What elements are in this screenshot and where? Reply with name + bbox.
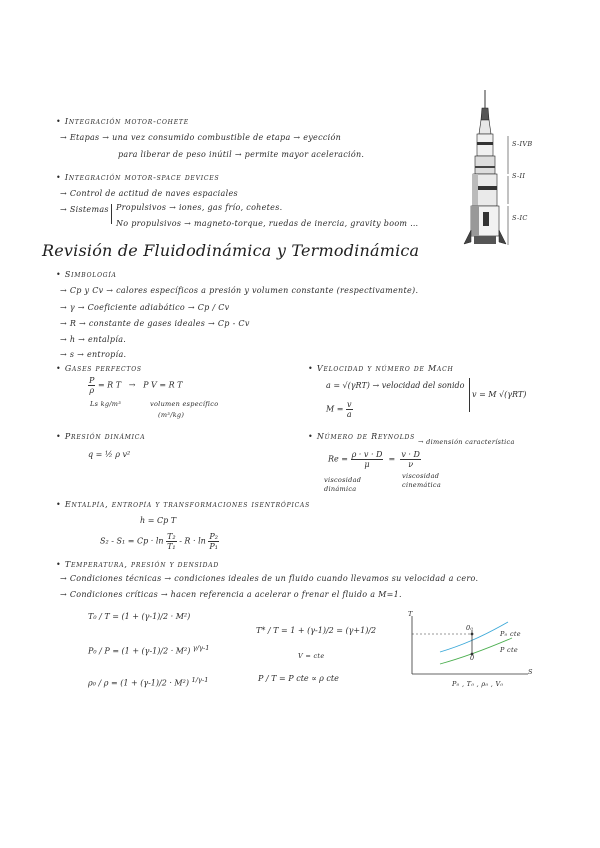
simbologia-title: • Simbología <box>56 270 117 279</box>
sound-speed-eq: a = √(γRT) → velocidad del sonido <box>326 381 465 390</box>
mach-brace <box>465 378 470 412</box>
mach-eq <box>326 400 353 419</box>
simbologia-item: → Cp y Cv → calores específicos a presión y volumen constante (respectivamente). <box>60 286 419 295</box>
simbologia-item: → s → entropía. <box>60 350 127 359</box>
simbologia-item: → h → entalpía. <box>60 335 127 344</box>
saturn-rocket-illustration <box>458 90 538 250</box>
entropia-eq <box>100 532 219 551</box>
entropia-p-den: P₁ <box>209 542 218 551</box>
gases-perfectos-title: • Gases perfectos <box>56 364 142 373</box>
gases-units: Ls kg/m³ <box>90 400 122 408</box>
sistemas-line: → Sistemas <box>60 205 109 214</box>
gases-volumen-label: volumen específico <box>150 400 219 408</box>
simbologia-item: → R → constante de gases ideales → Cp - Cv <box>60 319 250 328</box>
reynolds-den1: μ <box>364 460 370 469</box>
entropia-eq-lhs: S₂ - S₁ = Cp · ln <box>100 536 164 546</box>
rocket-stage-label-2: S-II <box>512 172 526 180</box>
mach-den: a <box>346 410 352 419</box>
ts-point-top-label: 0₀ <box>466 624 474 632</box>
viscosidad-cinematica-label: viscosidad cinemática <box>402 472 441 489</box>
section-title-motor-cohete: • Integración motor-cohete <box>56 117 189 126</box>
presion-dinamica-eq: q = ½ ρ v² <box>88 450 131 459</box>
presion-dinamica-title: • Presión dinámica <box>56 432 146 441</box>
entropia-eq-mid: - R · ln <box>179 536 206 546</box>
velocity-result-eq: v = M √(γRT) <box>472 390 527 399</box>
propulsivos-line: Propulsivos → iones, gas frío, cohetes. <box>116 203 283 212</box>
pres-ratio-eq <box>88 644 210 656</box>
dens-ratio-eq <box>88 676 208 688</box>
ts-x-axis-label: S <box>528 668 533 676</box>
v-cte-label: V = cte <box>298 652 325 660</box>
no-propulsivos-line: No propulsivos → magneto-torque, ruedas de inercia, gravity boom … <box>116 219 419 228</box>
reynolds-lhs: Re = <box>328 454 349 464</box>
reynolds-eq: Re = $\frac{\rho \cdot v \cdot D}{\mu}$ = $\frac{v \cdot D}{\nu}$ <box>328 450 420 469</box>
temperatura-title: • Temperatura, presión y densidad <box>56 560 219 569</box>
entropia-t-num: T₂ <box>167 532 176 541</box>
gases-eq2: P V = R T <box>143 380 183 390</box>
velocidad-mach-title: • Velocidad y número de Mach <box>308 364 454 373</box>
ts-label-p: P cte <box>500 646 519 654</box>
entalpia-title: • Entalpía, entropía y transformaciones isentrópicas <box>56 500 311 509</box>
gases-frac-num: P <box>89 376 95 385</box>
reynolds-den2: ν <box>408 460 414 469</box>
rho-cte-eq: P / T = P cte ∝ ρ cte <box>258 674 339 683</box>
temp-ratio-rhs: = (1 + (γ-1)/2 · M²) <box>112 612 191 621</box>
reynolds-num2: v · D <box>401 450 420 459</box>
temp-ratio-eq <box>88 612 190 621</box>
condiciones-criticas-line: → Condiciones críticas → hacen referencia a acelerar o frenar el fluido a M=1. <box>60 590 402 599</box>
pres-ratio-lhs: P₀ / P <box>88 646 110 656</box>
gases-eq1-arrow: → <box>128 380 136 390</box>
rocket-stage-label-3: S-IC <box>512 214 528 222</box>
etapas-line: → Etapas → una vez consumido combustible de etapa → eyección <box>60 133 342 142</box>
etapas-line-2: para liberar de peso inútil → permite mayor aceleración. <box>118 150 365 159</box>
entropia-p-num: P₂ <box>209 532 218 541</box>
control-actitud-line: → Control de actitud de naves espaciales <box>60 189 238 198</box>
sistemas-brace <box>111 204 112 224</box>
dens-ratio-rhs: = (1 + (γ-1)/2 · M²) <box>110 678 189 688</box>
ts-label-p0: P₀ cte <box>500 630 521 638</box>
pres-ratio-exponent: γ/γ-1 <box>192 644 210 652</box>
reynolds-num1: ρ · v · D <box>351 450 383 459</box>
rocket-stage-label-1: S-IVB <box>512 140 533 148</box>
ts-curve-p0 <box>440 622 508 652</box>
gases-volumen-units: (m³/kg) <box>158 411 185 419</box>
entalpia-eq: h = Cp T <box>140 516 177 525</box>
mach-num: v <box>346 400 352 409</box>
reynolds-title: • Número de Reynolds <box>308 432 415 441</box>
gases-eq1 <box>88 376 182 395</box>
reynolds-dim-label: → dimensión característica <box>418 438 515 446</box>
ts-footer: P₀ , T₀ , ρ₀ , V₀ <box>452 680 504 688</box>
gases-frac-den: ρ <box>89 386 95 395</box>
ts-point-bottom-label: 0 <box>470 654 475 662</box>
ts-point-top <box>471 633 474 636</box>
entropia-t-den: T₁ <box>167 542 176 551</box>
critical-temp-eq: T* / T = 1 + (γ-1)/2 = (γ+1)/2 <box>256 626 377 635</box>
viscosidad-dinamica-label: viscosidad dinámica <box>324 476 362 493</box>
dens-ratio-lhs: ρ₀ / ρ <box>88 678 109 688</box>
temp-ratio-lhs: T₀ / T <box>88 612 110 621</box>
section-title-space-devices: • Integración motor-space devices <box>56 173 220 182</box>
ts-y-axis-label: T <box>408 610 413 618</box>
main-title: Revisión de Fluidodinámica y Termodinámica <box>42 241 420 260</box>
condiciones-tecnicas-line: → Condiciones técnicas → condiciones ideales de un fluido cuando llevamos su velocidad a cero. <box>60 574 479 583</box>
dens-ratio-exponent: 1/γ-1 <box>191 676 209 684</box>
simbologia-item: → γ → Coeficiente adiabático → Cp / Cv <box>60 303 230 312</box>
mach-eq-lhs: M = <box>326 404 344 414</box>
gases-eq1-rhs: = R T <box>97 380 122 390</box>
pres-ratio-rhs: = (1 + (γ-1)/2 · M²) <box>112 646 191 656</box>
